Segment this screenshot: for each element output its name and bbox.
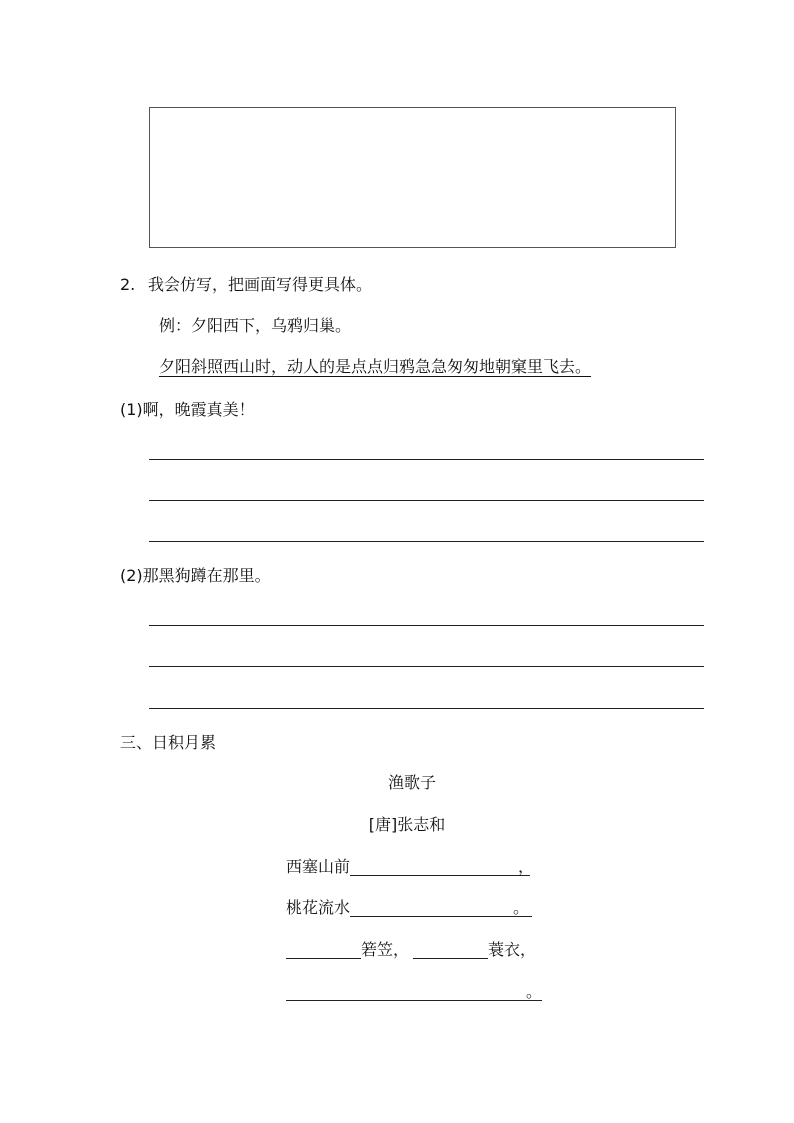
poem-line-2-end: 。 — [510, 898, 532, 917]
poem-blank[interactable] — [413, 940, 488, 959]
poem-line-4 — [286, 982, 542, 1002]
question-number: 2. — [120, 275, 136, 294]
example-sentence: 例：夕阳西下，乌鸦归巢。 — [159, 316, 352, 335]
poem-line-3-word-1: 箬笠， — [361, 940, 410, 959]
poem-line-2 — [286, 898, 532, 918]
answer-line[interactable] — [149, 666, 704, 667]
item-1-prompt: (1)啊，晚霞真美！ — [120, 400, 255, 419]
poem-author-text: [唐]张志和 — [368, 815, 446, 834]
answer-box[interactable] — [149, 107, 676, 248]
poem-blank[interactable] — [350, 857, 518, 876]
poem-line-1 — [286, 857, 535, 877]
item-2-prompt: (2)那黑狗蹲在那里。 — [120, 566, 271, 585]
poem-line-3-word-2: 蓑衣， — [488, 940, 537, 959]
poem-author — [0, 815, 794, 835]
answer-line[interactable] — [149, 708, 704, 709]
poem-line-3 — [286, 940, 536, 960]
question-prompt: 我会仿写，把画面写得更具体。 — [148, 275, 373, 294]
poem-line-4-end: 。 — [526, 982, 543, 1001]
poem-blank[interactable] — [286, 982, 526, 1001]
poem-line-2-prefix: 桃花流水 — [286, 898, 351, 917]
poem-blank[interactable] — [350, 898, 510, 917]
answer-line[interactable] — [149, 500, 704, 501]
answer-line[interactable] — [149, 541, 704, 542]
poem-title — [0, 773, 794, 793]
section-heading: 三、日积月累 — [120, 733, 217, 752]
question-2 — [120, 275, 372, 295]
answer-line[interactable] — [149, 625, 704, 626]
poem-line-1-end: ， — [518, 857, 535, 876]
answer-line[interactable] — [149, 459, 704, 460]
example-answer: 夕阳斜照西山时，动人的是点点归鸦急急匆匆地朝窠里飞去。 — [159, 357, 592, 376]
poem-title-text: 渔歌子 — [387, 773, 436, 792]
poem-blank[interactable] — [286, 940, 361, 959]
poem-line-1-prefix: 西塞山前 — [286, 857, 351, 876]
